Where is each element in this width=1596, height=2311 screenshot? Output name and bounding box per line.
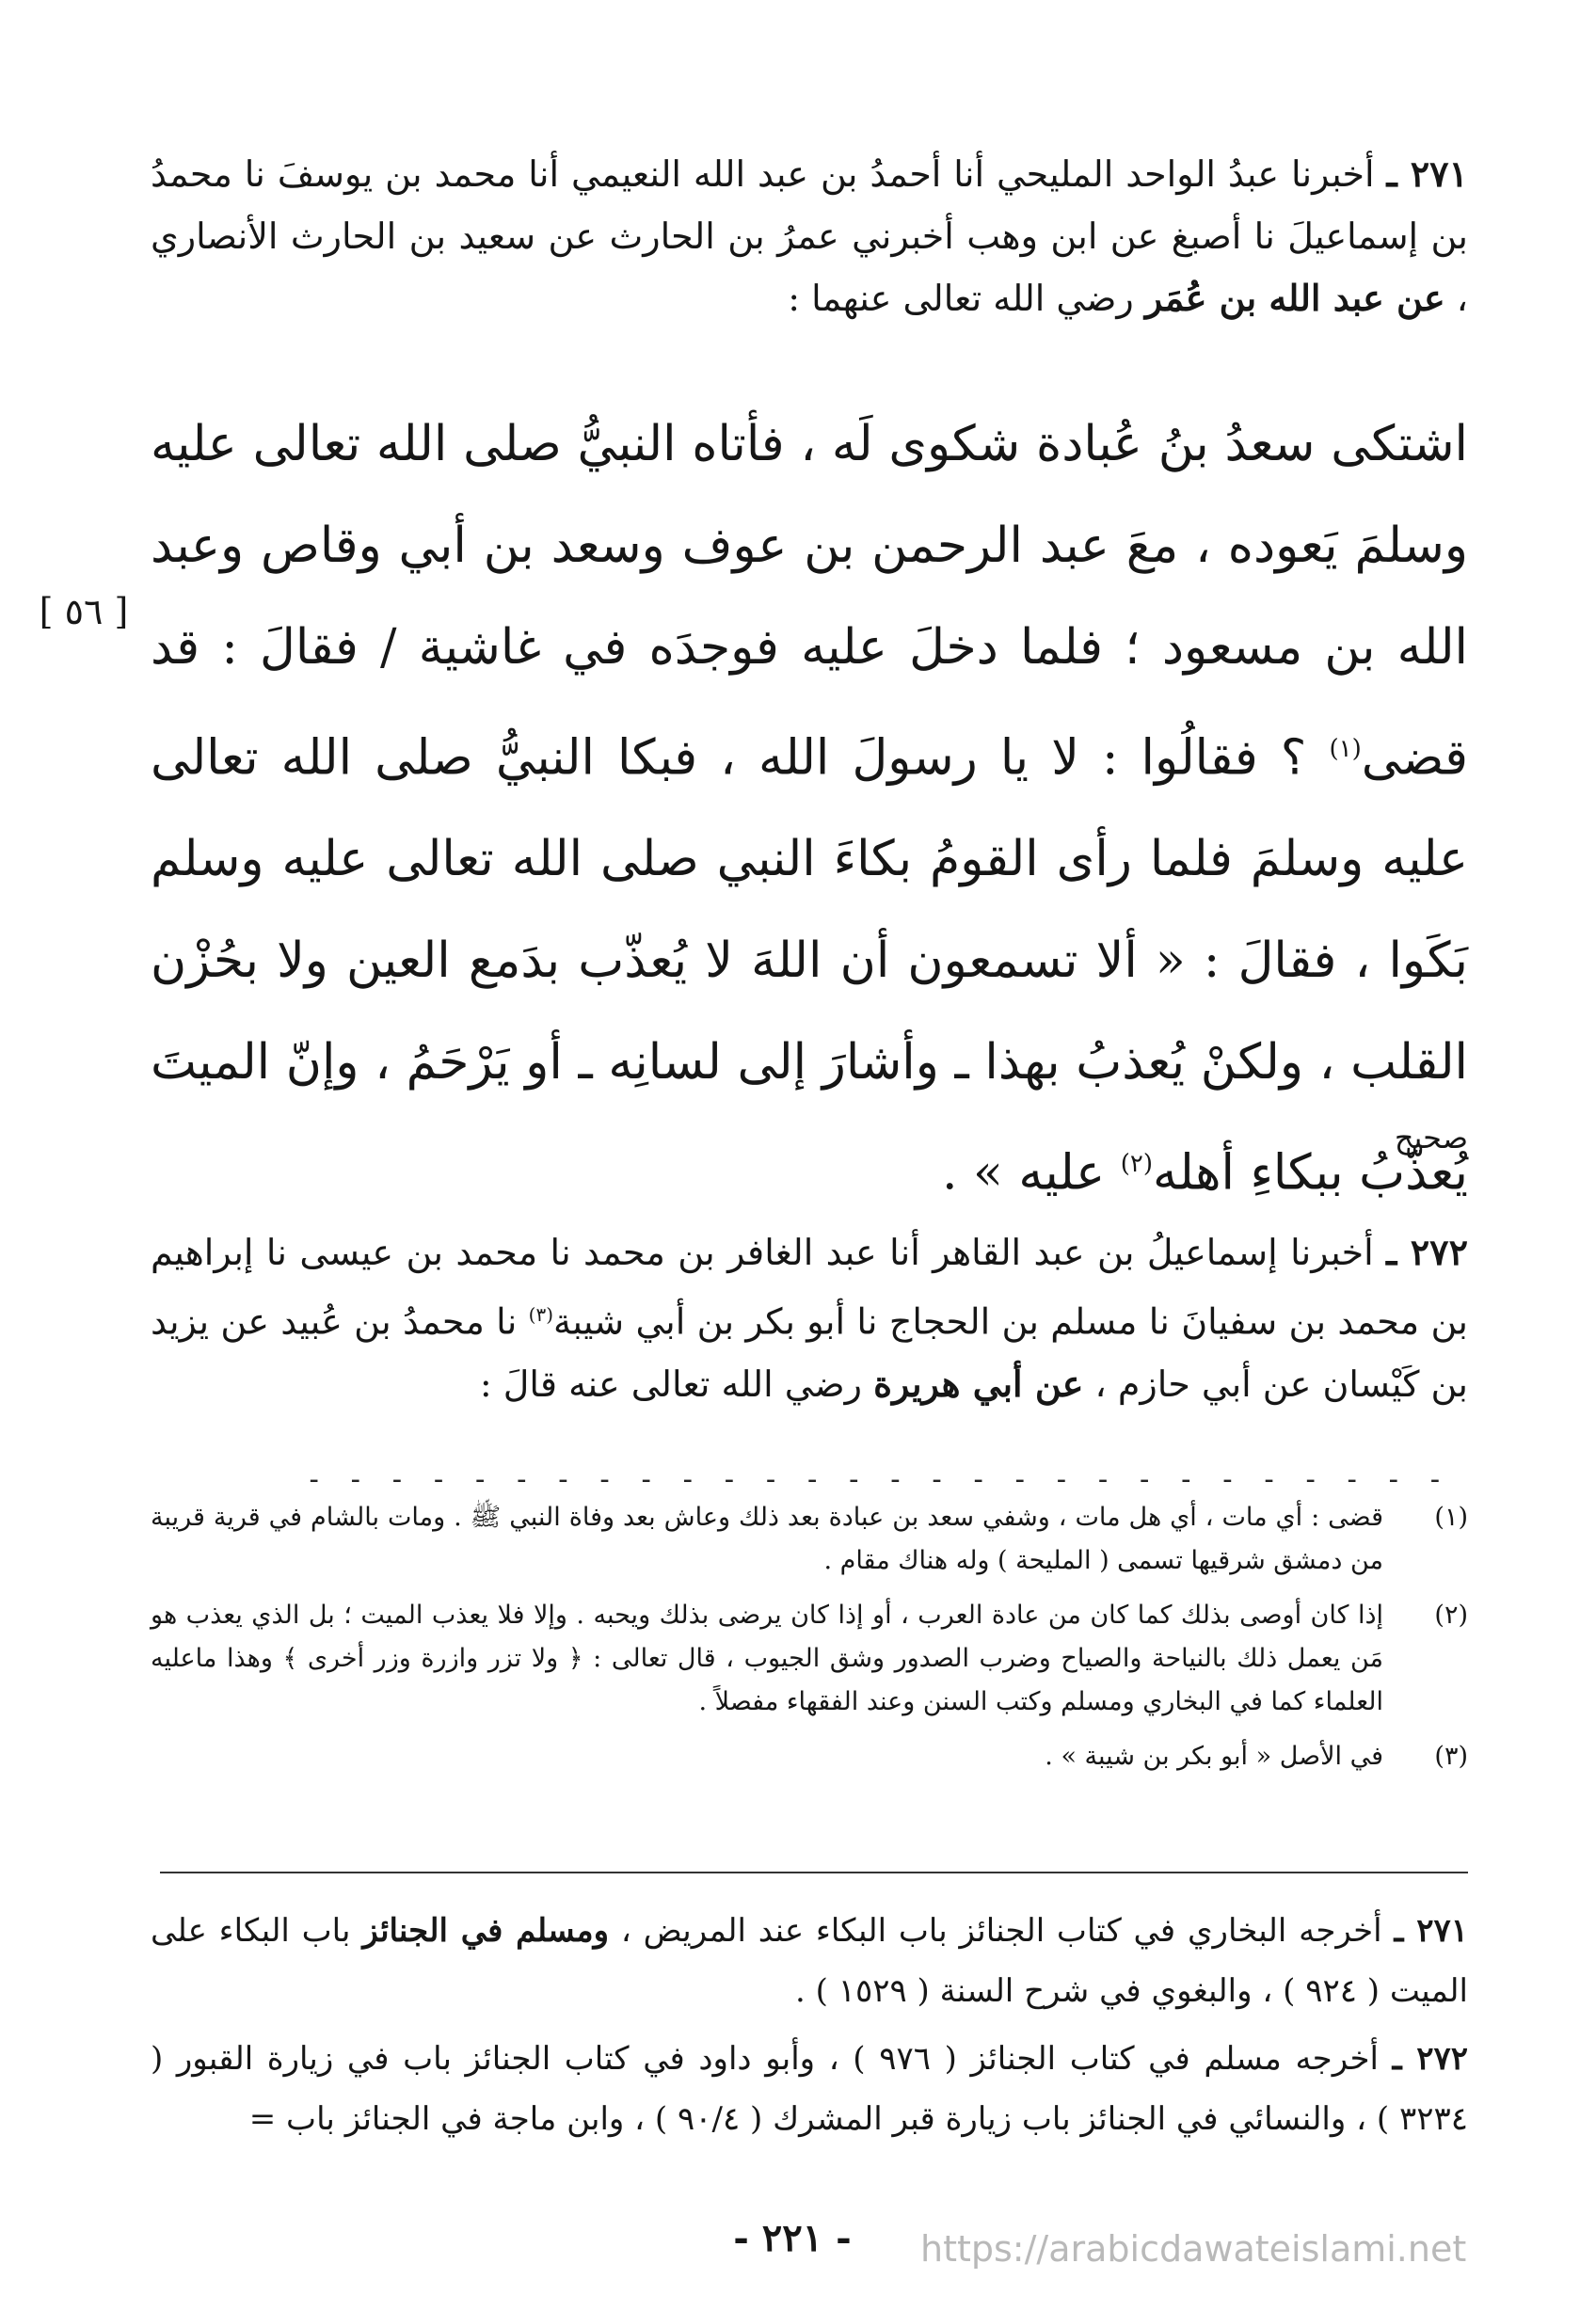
footnote-ref: (١) [1329,735,1362,763]
hadith-number: ٢٧١ ـ [1386,152,1468,195]
page-number: - ٢٢١ - [733,2216,852,2260]
narrator-name: عن أبي هريرة [873,1362,1084,1405]
takhrij-item [151,1901,1468,2021]
takhrij-bold: ومسلم في الجنائز [362,1912,610,1950]
footnotes [151,1496,1468,1778]
isnad-end: رضي الله تعالى عنه قالَ : [479,1363,863,1405]
takhrij-text: أخرجه مسلم في كتاب الجنائز ( ٩٧٦ ) ، وأبو داود في كتاب الجنائز باب في زيارة القبور ( ٣٢٣٤ ) ، والنسائي في الجنائز باب زيارة قبر المشرك ( ٩٠/٤ ) ، وابن ماجة في الجنائز باب = [151,2040,1468,2138]
matn-text: ؟ فقالُوا : لا يا رسولَ الله ، فبكا النبيُّ صلى الله تعالى عليه وسلمَ فلما رأى القومُ بكاءَ النبي صلى الله تعالى عليه وسلم بَكَوا ، فقالَ : « ألا تسمعون أن اللهَ لا يُعذّب بدَمع العين ولا بحُزْن القلب ، ولكنْ يُعذبُ بهذا ـ وأشارَ إلى لسانِه ـ أو يَرْحَمُ ، وإنّ الميتَ يُعذّبُ ببكاءِ أهله [151,729,1468,1202]
footnote-ref: (٣) [528,1303,553,1326]
dash-line: - - - - - - - - - - - - - - - - - - - - - - - - - - - - [305,1463,1447,1496]
takhrij-number: ٢٧١ ـ [1394,1912,1469,1950]
takhrij-text: باب البكاء على الميت ( ٩٢٤ ) ، والبغوي في شرح السنة ( ١٥٢٩ ) . [151,1912,1468,2010]
footnote-text: إذا كان أوصى بذلك كما كان من عادة العرب ، أو إذا كان يرضى بذلك ويحبه . وإلا فلا يعذب الميت ؛ بل الذي يعذب هو مَن يعمل ذلك بالنياحة والصياح وضرب الصدور وشق الجيوب ، قال تعالى : ﴿ ولا تزر وازرة وزر أخرى ﴾ وهذا ماعليه العلماء كما في البخاري ومسلم وكتب السنن وعند الفقهاء مفصلاً . [151,1601,1383,1716]
footnote-mark: (١) [1434,1503,1468,1532]
isnad-text: أخبرنا عبدُ الواحد المليحي أنا أحمدُ بن عبد الله النعيمي أنا محمد بن يوسفَ نا محمدُ بن إسماعيلَ نا أصبغ عن ابن وهب أخبرني عمرُ بن الحارث عن سعيد بن الحارث الأنصاري ، [151,153,1468,319]
watermark: https://arabicdawateislami.net [920,2228,1467,2270]
footnote-item [151,1496,1468,1583]
matn-text: عليه » . [941,1144,1106,1202]
takhrij-text: أخرجه البخاري في كتاب الجنائز باب البكاء عند المريض ، [620,1912,1382,1950]
takhrij-section [151,1901,1468,2149]
matn-text: اشتكى سعدُ بنُ عُبادة شكوى لَه ، فأتاه النبيُّ صلى الله تعالى عليه وسلمَ يَعوده ، معَ عبد الرحمن بن عوف وسعد بن أبي وقاص وعبد الله بن مسعود ؛ فلما دخلَ عليه فوجدَه في غاشية / فقالَ : قد قضى [151,416,1469,787]
footnote-mark: (٣) [1434,1742,1468,1771]
isnad-text: أخبرنا إسماعيلُ بن عبد القاهر أنا عبد الغافر بن محمد نا محمد بن عيسى نا إبراهيم بن محمد بن سفيانَ نا مسلم بن الحجاج نا أبو بكر بن أبي شيبة [151,1232,1468,1343]
footnote-text: في الأصل « أبو بكر بن شيبة » . [1045,1742,1383,1771]
footnote-mark: (٢) [1434,1601,1468,1630]
narrator-name: عن عبد الله بن عُمَر [1144,277,1445,319]
footnote-ref: (٢) [1120,1150,1153,1179]
hadith-271-matn [151,393,1468,1224]
footnote-item [151,1735,1468,1778]
margin-page-ref: [ ٥٦ ] [39,591,129,632]
hadith-272-isnad [151,1221,1468,1415]
takhrij-number: ٢٧٢ ـ [1392,2040,1468,2078]
takhrij-separator [160,1872,1468,1873]
footnote-text: قضى : أي مات ، أي هل مات ، وشفي سعد بن عبادة بعد ذلك وعاش بعد وفاة النبي ﷺ . ومات بالشام في قرية قريبة من دمشق شرقيها تسمى ( المليحة ) وله هناك مقام . [151,1503,1383,1575]
hadith-271-isnad [151,143,1468,329]
hadith-number: ٢٧٢ ـ [1386,1231,1468,1273]
footnote-item [151,1594,1468,1724]
isnad-end: رضي الله تعالى عنهما : [788,278,1134,319]
hadith-grade: صحيح [1394,1120,1468,1156]
takhrij-item [151,2029,1468,2149]
isnad-text: نا محمدُ بن عُبيد عن يزيد بن كَيْسان عن أبي حازم ، [151,1300,1468,1405]
